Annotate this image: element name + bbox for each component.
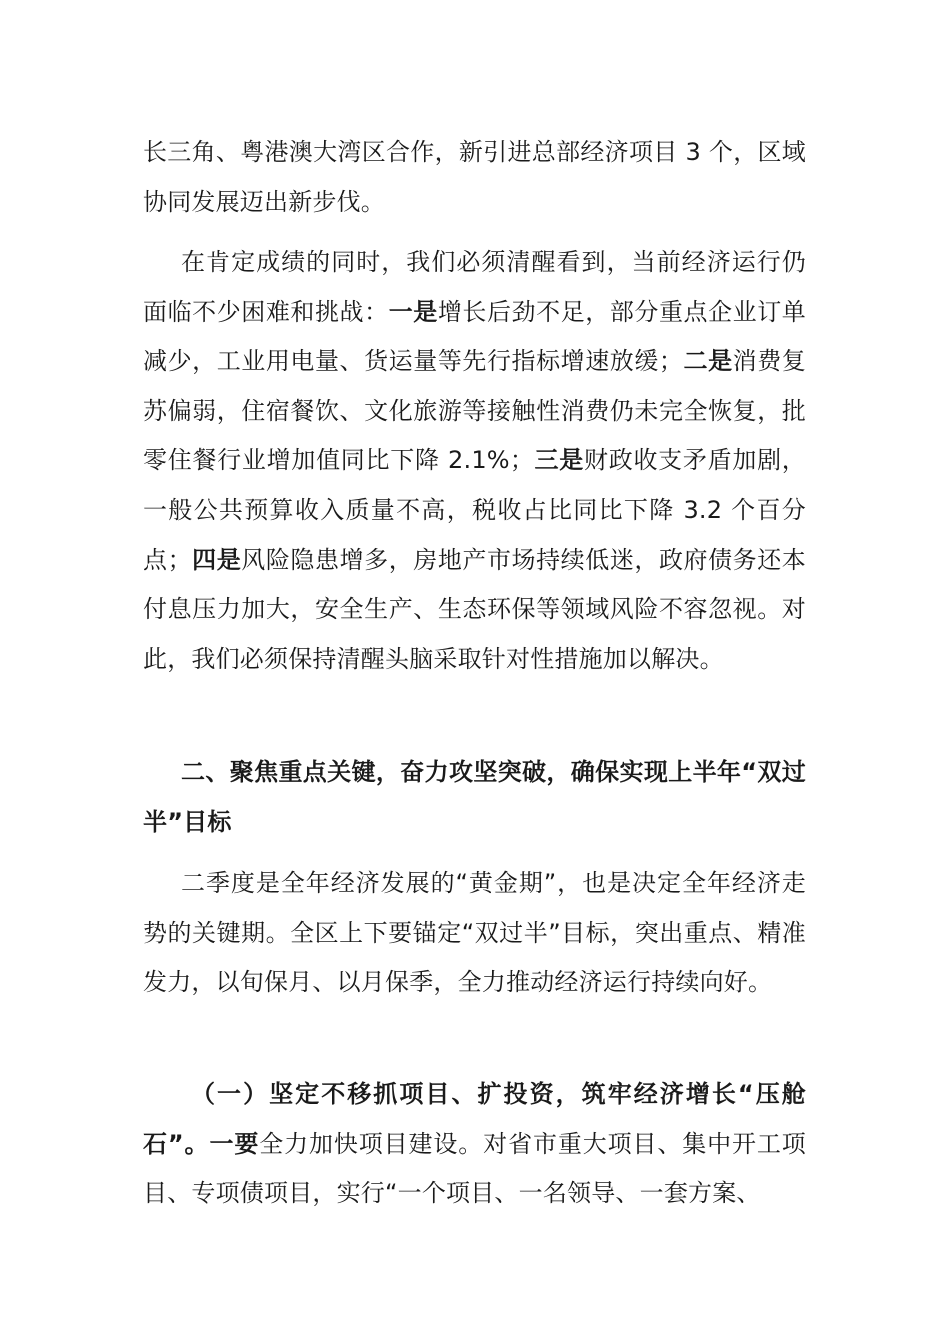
paragraph-text: 财政收支矛盾加剧，一般公共预算收入质量不高，税收占比同比下降 3.2 个百分点； (143, 446, 806, 574)
paragraph-text: 二季度是全年经济发展的“黄金期”，也是决定全年经济走势的关键期。全区上下要锚定“双过半”目标，突出重点、精准发力，以旬保月、以月保季，全力推动经济运行持续向好。 (143, 869, 806, 997)
heading-text: 二、聚焦重点关键，奋力攻坚突破，确保实现上半年“双过半”目标 (143, 758, 806, 836)
bold-marker: 一是 (388, 297, 438, 326)
paragraph-text: 风险隐患增多，房地产市场持续低迷，政府债务还本付息压力加大，安全生产、生态环保等领域风险不容忽视。对此，我们必须保持清醒头脑采取针对性措施加以解决。 (143, 545, 806, 673)
bold-marker: 二是 (683, 347, 733, 376)
paragraph-text: 长三角、粤港澳大湾区合作，新引进总部经济项目 3 个，区域协同发展迈出新步伐。 (143, 138, 806, 216)
paragraph-text: 在肯定成绩的同时，我们必须清醒看到，当前经济运行仍面临不少困难和挑战： (143, 248, 806, 326)
paragraph-text: 增长后劲不足，部分重点企业订单减少，工业用电量、货运量等先行指标增速放缓； (143, 297, 807, 376)
subsection-heading: （一）坚定不移抓项目、扩投资，筑牢经济增长“压舱石”。 (143, 1080, 806, 1158)
paragraph-regional-cooperation (143, 128, 806, 227)
bold-marker: 四是 (191, 545, 242, 574)
paragraph-challenges (143, 238, 806, 684)
bold-marker: 三是 (534, 446, 584, 475)
bold-marker: 一要 (209, 1129, 260, 1158)
paragraph-second-quarter (143, 859, 806, 1008)
paragraph-projects-investment (143, 1070, 806, 1219)
section-heading-two (143, 748, 806, 847)
paragraph-text: 全力加快项目建设。对省市重大项目、集中开工项目、专项债项目，实行“一个项目、一名领导、一套方案、 (143, 1129, 807, 1208)
paragraph-text: 消费复苏偏弱，住宿餐饮、文化旅游等接触性消费仍未完全恢复，批零住餐行业增加值同比下降 2.1%； (143, 347, 806, 475)
